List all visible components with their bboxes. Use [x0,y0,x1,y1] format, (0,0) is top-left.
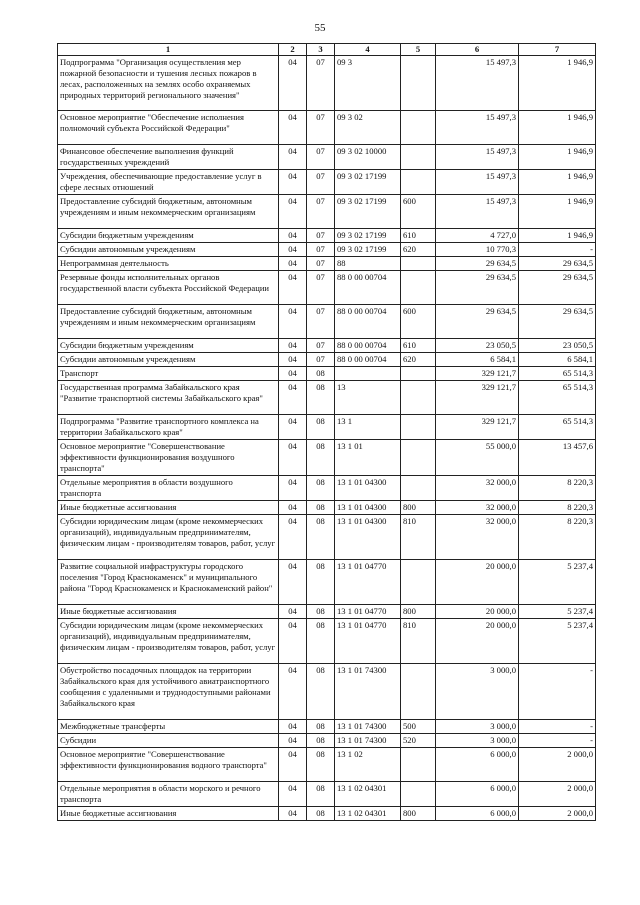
expense-type-code [401,145,436,170]
table-row [58,664,596,720]
target-article-code: 88 [335,257,401,271]
section-code: 04 [279,257,307,271]
subsection-code: 08 [307,415,335,440]
amount-col-7: 1 946,9 [519,229,596,243]
subsection-code: 07 [307,229,335,243]
table-row [58,170,596,195]
section-code: 04 [279,145,307,170]
item-name: Непрограммная деятельность [58,257,279,271]
amount-col-7: 2 000,0 [519,748,596,782]
amount-col-7: 8 220,3 [519,515,596,560]
subsection-code: 08 [307,560,335,605]
amount-col-7: 29 634,5 [519,271,596,305]
expense-type-code [401,367,436,381]
amount-col-6: 55 000,0 [436,440,519,476]
target-article-code: 13 1 01 [335,440,401,476]
expense-type-code [401,257,436,271]
item-name: Предоставление субсидий бюджетным, автономным учреждениям и иным некоммерческим организациям [58,195,279,229]
expense-type-code: 600 [401,195,436,229]
header-col-7: 7 [519,44,596,56]
item-name: Субсидии юридическим лицам (кроме некоммерческих организаций), индивидуальным предпринимателям, физическим лицам - производителям товаров, работ, услуг [58,515,279,560]
amount-col-6: 6 000,0 [436,748,519,782]
expense-type-code [401,782,436,807]
target-article-code: 09 3 02 17199 [335,243,401,257]
table-row [58,782,596,807]
item-name: Транспорт [58,367,279,381]
item-name: Учреждения, обеспечивающие предоставление услуг в сфере лесных отношений [58,170,279,195]
amount-col-7: 65 514,3 [519,367,596,381]
item-name: Обустройство посадочных площадок на территории Забайкальского края для устойчивого авиатранспортного сообщения с удаленными и труднодоступными районами Забайкальского края [58,664,279,720]
section-code: 04 [279,170,307,195]
amount-col-6: 15 497,3 [436,170,519,195]
amount-col-6: 29 634,5 [436,257,519,271]
subsection-code: 08 [307,734,335,748]
amount-col-6: 15 497,3 [436,56,519,111]
table-row [58,271,596,305]
subsection-code: 08 [307,807,335,821]
expense-type-code: 810 [401,515,436,560]
expense-type-code [401,415,436,440]
section-code: 04 [279,515,307,560]
amount-col-6: 329 121,7 [436,381,519,415]
target-article-code: 13 1 01 74300 [335,664,401,720]
table-row [58,257,596,271]
table-row [58,619,596,664]
amount-col-7: 5 237,4 [519,619,596,664]
amount-col-6: 32 000,0 [436,476,519,501]
amount-col-6: 6 000,0 [436,807,519,821]
table-row [58,476,596,501]
item-name: Иные бюджетные ассигнования [58,501,279,515]
table-row [58,734,596,748]
item-name: Иные бюджетные ассигнования [58,605,279,619]
amount-col-6: 6 584,1 [436,353,519,367]
subsection-code: 07 [307,271,335,305]
table-row [58,111,596,145]
expense-type-code [401,664,436,720]
section-code: 04 [279,381,307,415]
expense-type-code: 500 [401,720,436,734]
subsection-code: 07 [307,243,335,257]
section-code: 04 [279,415,307,440]
expense-type-code: 800 [401,501,436,515]
table-row [58,305,596,339]
section-code: 04 [279,782,307,807]
amount-col-7: 2 000,0 [519,807,596,821]
table-row [58,560,596,605]
amount-col-6: 3 000,0 [436,720,519,734]
amount-col-6: 29 634,5 [436,271,519,305]
table-row [58,720,596,734]
amount-col-7: 8 220,3 [519,476,596,501]
amount-col-7: 1 946,9 [519,170,596,195]
section-code: 04 [279,111,307,145]
expense-type-code [401,170,436,195]
section-code: 04 [279,619,307,664]
target-article-code: 09 3 [335,56,401,111]
target-article-code: 88 0 00 00704 [335,353,401,367]
item-name: Субсидии [58,734,279,748]
section-code: 04 [279,440,307,476]
target-article-code: 09 3 02 10000 [335,145,401,170]
item-name: Субсидии бюджетным учреждениям [58,339,279,353]
amount-col-7: - [519,734,596,748]
amount-col-7: 1 946,9 [519,145,596,170]
header-col-1: 1 [58,44,279,56]
target-article-code [335,367,401,381]
header-col-3: 3 [307,44,335,56]
table-row [58,381,596,415]
item-name: Подпрограмма "Организация осуществления мер пожарной безопасности и тушения лесных пожаров в лесах, расположенных на землях особо охраняемых природных территорий регионального значения" [58,56,279,111]
amount-col-6: 329 121,7 [436,367,519,381]
section-code: 04 [279,271,307,305]
target-article-code: 13 1 01 74300 [335,734,401,748]
subsection-code: 08 [307,515,335,560]
header-col-5: 5 [401,44,436,56]
amount-col-6: 15 497,3 [436,195,519,229]
expense-type-code [401,381,436,415]
target-article-code: 09 3 02 [335,111,401,145]
table-row [58,807,596,821]
target-article-code: 13 1 01 04300 [335,501,401,515]
amount-col-6: 329 121,7 [436,415,519,440]
expense-type-code [401,440,436,476]
item-name: Субсидии юридическим лицам (кроме некоммерческих организаций), индивидуальным предпринимателям, физическим лицам - производителям товаров, работ, услуг [58,619,279,664]
subsection-code: 07 [307,305,335,339]
table-row [58,367,596,381]
amount-col-7: 1 946,9 [519,195,596,229]
section-code: 04 [279,305,307,339]
target-article-code: 13 1 01 74300 [335,720,401,734]
subsection-code: 08 [307,664,335,720]
target-article-code: 13 1 01 04770 [335,605,401,619]
item-name: Иные бюджетные ассигнования [58,807,279,821]
subsection-code: 07 [307,257,335,271]
table-row [58,243,596,257]
amount-col-6: 32 000,0 [436,515,519,560]
section-code: 04 [279,367,307,381]
table-row [58,605,596,619]
item-name: Основное мероприятие "Обеспечение исполнения полномочий субъекта Российской Федерации" [58,111,279,145]
amount-col-7: - [519,664,596,720]
section-code: 04 [279,243,307,257]
amount-col-7: 29 634,5 [519,257,596,271]
amount-col-7: 5 237,4 [519,605,596,619]
section-code: 04 [279,229,307,243]
table-row [58,353,596,367]
subsection-code: 08 [307,440,335,476]
target-article-code: 09 3 02 17199 [335,229,401,243]
target-article-code: 13 1 01 04770 [335,560,401,605]
target-article-code: 13 1 01 04300 [335,476,401,501]
item-name: Субсидии автономным учреждениям [58,353,279,367]
table-row [58,440,596,476]
item-name: Отдельные мероприятия в области воздушного транспорта [58,476,279,501]
item-name: Основное мероприятие "Совершенствование эффективности функционирования водного транспорта" [58,748,279,782]
expense-type-code [401,560,436,605]
item-name: Субсидии автономным учреждениям [58,243,279,257]
target-article-code: 13 1 01 04770 [335,619,401,664]
expense-type-code [401,111,436,145]
section-code: 04 [279,605,307,619]
item-name: Резервные фонды исполнительных органов государственной власти субъекта Российской Федерации [58,271,279,305]
target-article-code: 09 3 02 17199 [335,170,401,195]
page-number: 55 [314,22,326,34]
subsection-code: 08 [307,476,335,501]
subsection-code: 08 [307,782,335,807]
section-code: 04 [279,748,307,782]
item-name: Предоставление субсидий бюджетным, автономным учреждениям и иным некоммерческим организациям [58,305,279,339]
section-code: 04 [279,476,307,501]
header-col-2: 2 [279,44,307,56]
amount-col-6: 10 770,3 [436,243,519,257]
section-code: 04 [279,501,307,515]
target-article-code: 09 3 02 17199 [335,195,401,229]
subsection-code: 07 [307,353,335,367]
target-article-code: 13 1 02 04301 [335,782,401,807]
table-row [58,195,596,229]
amount-col-6: 4 727,0 [436,229,519,243]
target-article-code: 13 [335,381,401,415]
expense-type-code: 520 [401,734,436,748]
amount-col-6: 23 050,5 [436,339,519,353]
subsection-code: 08 [307,381,335,415]
section-code: 04 [279,807,307,821]
amount-col-7: 65 514,3 [519,381,596,415]
amount-col-6: 20 000,0 [436,619,519,664]
section-code: 04 [279,560,307,605]
subsection-code: 08 [307,367,335,381]
amount-col-6: 15 497,3 [436,145,519,170]
amount-col-6: 20 000,0 [436,605,519,619]
section-code: 04 [279,353,307,367]
amount-col-7: 29 634,5 [519,305,596,339]
subsection-code: 07 [307,170,335,195]
amount-col-7: 1 946,9 [519,111,596,145]
item-name: Развитие социальной инфраструктуры городского поселения "Город Краснокаменск" и муниципального района "Город Краснокаменск и Краснокаменский район" [58,560,279,605]
item-name: Финансовое обеспечение выполнения функций государственных учреждений [58,145,279,170]
amount-col-6: 15 497,3 [436,111,519,145]
amount-col-6: 3 000,0 [436,664,519,720]
subsection-code: 07 [307,111,335,145]
expense-type-code [401,476,436,501]
table-row [58,229,596,243]
expense-type-code [401,748,436,782]
amount-col-7: 5 237,4 [519,560,596,605]
amount-col-7: 23 050,5 [519,339,596,353]
target-article-code: 88 0 00 00704 [335,305,401,339]
section-code: 04 [279,734,307,748]
expense-type-code: 610 [401,339,436,353]
expense-type-code: 620 [401,353,436,367]
amount-col-7: 6 584,1 [519,353,596,367]
amount-col-6: 6 000,0 [436,782,519,807]
table-row [58,145,596,170]
subsection-code: 08 [307,605,335,619]
budget-table-body [58,56,596,821]
subsection-code: 07 [307,195,335,229]
target-article-code: 13 1 [335,415,401,440]
amount-col-7: - [519,720,596,734]
item-name: Государственная программа Забайкальского края "Развитие транспортной системы Забайкальского края" [58,381,279,415]
expense-type-code: 610 [401,229,436,243]
subsection-code: 07 [307,145,335,170]
amount-col-7: 2 000,0 [519,782,596,807]
table-row [58,56,596,111]
expense-type-code: 620 [401,243,436,257]
header-col-6: 6 [436,44,519,56]
section-code: 04 [279,339,307,353]
amount-col-7: 8 220,3 [519,501,596,515]
expense-type-code [401,271,436,305]
amount-col-6: 3 000,0 [436,734,519,748]
subsection-code: 07 [307,56,335,111]
item-name: Подпрограмма "Развитие транспортного комплекса на территории Забайкальского края" [58,415,279,440]
subsection-code: 07 [307,339,335,353]
subsection-code: 08 [307,748,335,782]
section-code: 04 [279,720,307,734]
amount-col-6: 32 000,0 [436,501,519,515]
section-code: 04 [279,664,307,720]
item-name: Отдельные мероприятия в области морского и речного транспорта [58,782,279,807]
table-row [58,415,596,440]
amount-col-7: 1 946,9 [519,56,596,111]
amount-col-6: 29 634,5 [436,305,519,339]
amount-col-7: 65 514,3 [519,415,596,440]
expense-type-code: 800 [401,605,436,619]
expense-type-code: 600 [401,305,436,339]
target-article-code: 13 1 02 04301 [335,807,401,821]
header-row [58,44,596,56]
subsection-code: 08 [307,501,335,515]
header-col-4: 4 [335,44,401,56]
table-row [58,515,596,560]
expense-type-code: 810 [401,619,436,664]
target-article-code: 13 1 01 04300 [335,515,401,560]
budget-table [57,43,596,821]
target-article-code: 13 1 02 [335,748,401,782]
item-name: Основное мероприятие "Совершенствование эффективности функционирования воздушного транспорта" [58,440,279,476]
subsection-code: 08 [307,720,335,734]
subsection-code: 08 [307,619,335,664]
item-name: Межбюджетные трансферты [58,720,279,734]
target-article-code: 88 0 00 00704 [335,271,401,305]
amount-col-7: 13 457,6 [519,440,596,476]
expense-type-code: 800 [401,807,436,821]
amount-col-7: - [519,243,596,257]
section-code: 04 [279,56,307,111]
table-row [58,748,596,782]
item-name: Субсидии бюджетным учреждениям [58,229,279,243]
table-row [58,339,596,353]
expense-type-code [401,56,436,111]
amount-col-6: 20 000,0 [436,560,519,605]
target-article-code: 88 0 00 00704 [335,339,401,353]
section-code: 04 [279,195,307,229]
table-row [58,501,596,515]
